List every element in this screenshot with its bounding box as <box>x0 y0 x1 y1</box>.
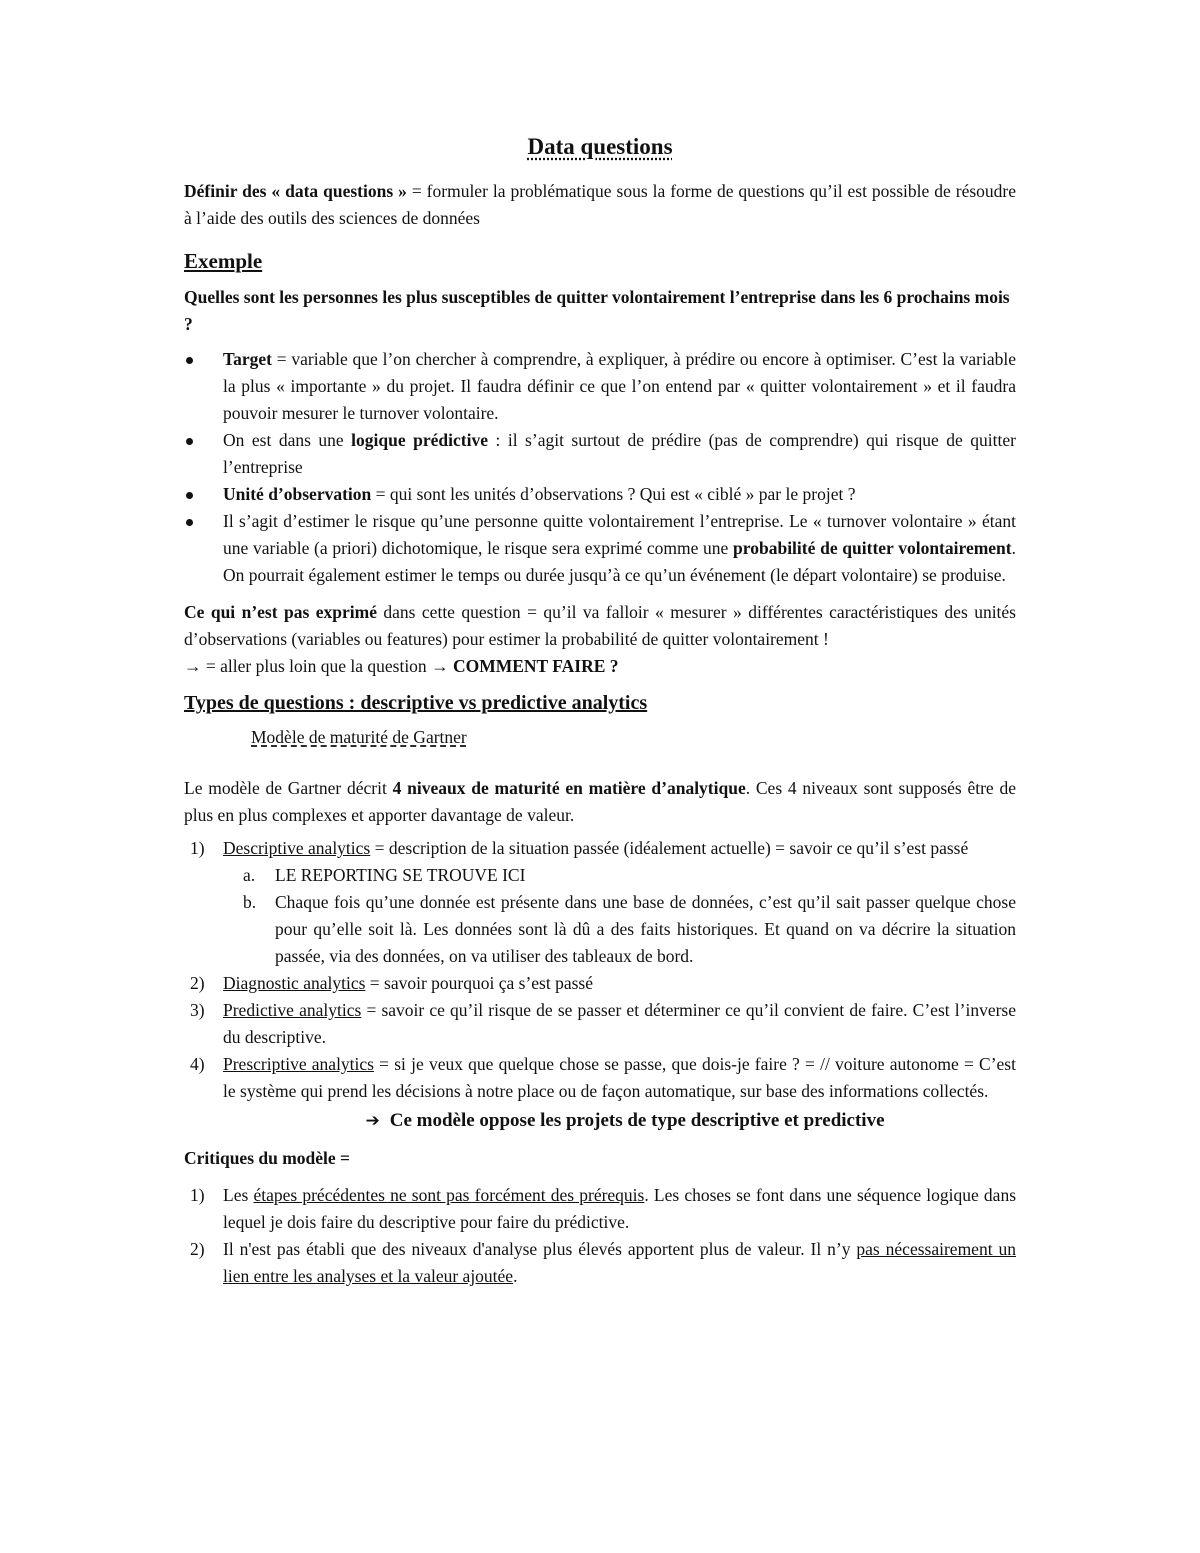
gartner-intro-post: . Ces 4 niveaux sont supposés être de plus en plus complexes et apporter davantage de valeur. <box>184 778 1016 825</box>
page-title <box>184 132 1016 162</box>
gartner-title <box>184 724 1016 751</box>
gartner-title-text: Modèle de maturité de Gartner <box>251 727 467 747</box>
gartner-intro-bold: 4 niveaux de maturité en matière d’analytique <box>392 778 746 798</box>
level-term: Predictive analytics <box>223 1000 362 1020</box>
conclusion <box>184 1107 1016 1135</box>
list-item <box>223 862 1016 889</box>
bullet-icon <box>186 492 193 499</box>
page-title-text: Data questions <box>527 134 673 159</box>
list-item <box>184 970 1016 997</box>
level-text: = description de la situation passée (idéalement actuelle) = savoir ce qu’il s’est passé <box>370 838 969 858</box>
maturity-levels-list <box>184 835 1016 1105</box>
sub-item-text: LE REPORTING SE TROUVE ICI <box>275 865 526 885</box>
arrow-right-icon: ➔ <box>365 1111 380 1131</box>
example-bullet-list <box>184 346 1016 589</box>
bullet-icon <box>186 357 193 364</box>
bullet-text: : il s’agit surtout de prédire (pas de comprendre) qui risque de quitter l’entreprise <box>223 430 1016 477</box>
definition-paragraph <box>184 178 1016 232</box>
list-item <box>184 1236 1016 1290</box>
conclusion-text: Ce modèle oppose les projets de type descriptive et predictive <box>389 1110 885 1131</box>
level-text: = si je veux que quelque chose se passe, que dois-je faire ? = // voiture autonome = C’est le système qui prend les décisions à notre place ou de façon automatique, sur base des informations collectés. <box>223 1054 1016 1101</box>
critique-post: . <box>513 1266 518 1286</box>
list-letter: b. <box>243 892 257 912</box>
list-item <box>184 427 1016 481</box>
right-arrow-icon: → <box>184 656 202 676</box>
unexpressed-text: dans cette question = qu’il va falloir « mesurer » différentes caractéristiques des unités d’observations (variables ou features) pour estimer la probabilité de quitter volontairement ! <box>184 602 1016 649</box>
gartner-intro-pre: Le modèle de Gartner décrit <box>184 778 393 798</box>
list-item <box>223 889 1016 970</box>
bullet-term: logique prédictive <box>351 430 488 450</box>
list-number: 3) <box>190 1000 205 1020</box>
list-item <box>184 481 1016 508</box>
list-number: 2) <box>190 1239 205 1259</box>
bullet-pre: On est dans une <box>223 430 352 450</box>
level-term: Diagnostic analytics <box>223 973 366 993</box>
list-number: 4) <box>190 1054 205 1074</box>
list-letter: a. <box>243 865 256 885</box>
bullet-icon <box>186 438 193 445</box>
document-page <box>184 132 1016 1290</box>
unexpressed-term: Ce qui n’est pas exprimé <box>184 602 377 622</box>
list-number: 1) <box>190 838 205 858</box>
level-text: = savoir pourquoi ça s’est passé <box>365 973 594 993</box>
critiques-list <box>184 1182 1016 1290</box>
bullet-pre: Il s’agit d’estimer le risque qu’une personne quitte volontairement l’entreprise. Le « turnover volontaire » étant une variable (a priori) dichotomique, le risque sera exprimé comme une <box>223 511 1016 558</box>
bullet-text: = variable que l’on chercher à comprendre, à expliquer, à prédire ou encore à optimiser. C’est la variable la plus « importante » du projet. Il faudra définir ce que l’on entend par « quitter volontairement » et il faudra pouvoir mesurer le turnover volontaire. <box>223 349 1016 423</box>
list-item <box>184 1051 1016 1105</box>
bullet-text: = qui sont les unités d’observations ? Qui est « ciblé » par le projet ? <box>371 484 856 504</box>
critique-pre: Il n'est pas établi que des niveaux d'analyse plus élevés apportent plus de valeur. Il n’y <box>223 1239 857 1259</box>
bullet-icon <box>186 519 193 526</box>
example-question: Quelles sont les personnes les plus susceptibles de quitter volontairement l’entreprise dans les 6 prochains mois ? <box>184 287 1010 334</box>
sub-list <box>223 862 1016 970</box>
list-item <box>184 835 1016 970</box>
level-term: Descriptive analytics <box>223 838 371 858</box>
right-arrow-icon: → <box>431 656 449 676</box>
unexpressed-line2: = aller plus loin que la question <box>201 656 432 676</box>
types-heading: Types de questions : descriptive vs predictive analytics <box>184 692 648 714</box>
critique-pre: Les <box>223 1185 254 1205</box>
list-item <box>184 1182 1016 1236</box>
definition-text: = formuler la problématique sous la forme de questions qu’il est possible de résoudre à l’aide des outils des sciences de données <box>184 181 1016 228</box>
sub-item-text: Chaque fois qu’une donnée est présente dans une base de données, c’est qu’il sait passer quelque chose pour qu’elle soit là. Les données sont là dû a des faits historiques. Et quand on va décrire la situation passée, via des données, on va utiliser des tableaux de bord. <box>275 892 1016 966</box>
list-item <box>184 346 1016 427</box>
call-to-action: COMMENT FAIRE ? <box>448 656 619 676</box>
level-term: Prescriptive analytics <box>223 1054 374 1074</box>
critiques-heading: Critiques du modèle = <box>184 1148 351 1168</box>
list-item <box>184 508 1016 589</box>
critique-underlined: étapes précédentes ne sont pas forcément des prérequis <box>253 1185 645 1205</box>
bullet-term: Unité d’observation <box>223 484 372 504</box>
list-number: 1) <box>190 1185 205 1205</box>
example-heading: Exemple <box>184 249 263 273</box>
critique-underlined: pas nécessairement un lien entre les analyses et la valeur ajoutée <box>223 1239 1016 1286</box>
list-item <box>184 997 1016 1051</box>
gartner-intro <box>184 775 1016 829</box>
list-number: 2) <box>190 973 205 993</box>
bullet-text: . On pourrait également estimer le temps ou durée jusqu’à ce qu’un événement (le départ volontaire) se produise. <box>223 538 1016 585</box>
definition-term: Définir des « data questions » <box>184 181 407 201</box>
unexpressed-paragraph <box>184 599 1016 680</box>
level-text: = savoir ce qu’il risque de se passer et déterminer ce qu’il convient de faire. C’est l’inverse du descriptive. <box>223 1000 1016 1047</box>
bullet-term: probabilité de quitter volontairement <box>733 538 1012 558</box>
bullet-term: Target <box>223 349 272 369</box>
critique-post: . Les choses se font dans une séquence logique dans lequel je dois faire du descriptive pour faire du prédictive. <box>223 1185 1017 1232</box>
